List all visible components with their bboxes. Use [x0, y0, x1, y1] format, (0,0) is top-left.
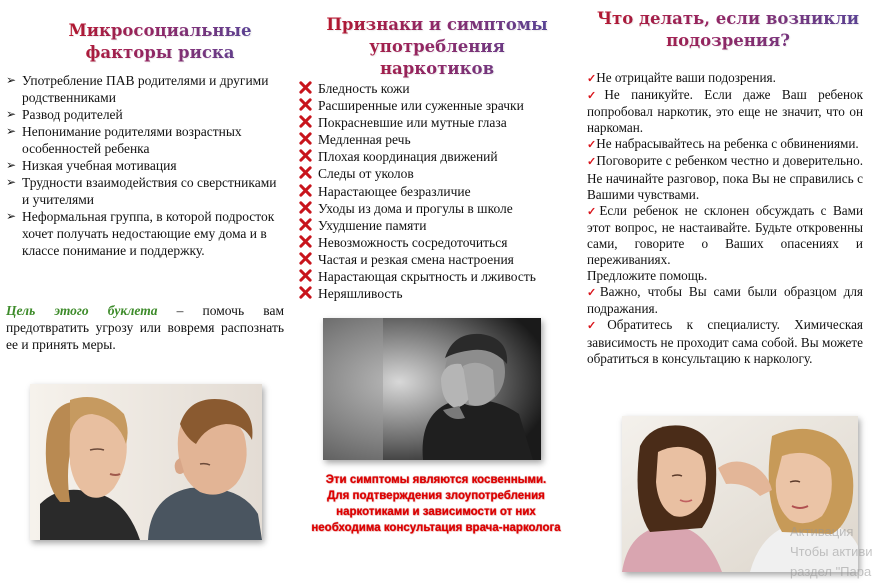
- risk-factor-text: Трудности взаимодействия со сверстниками и учителями: [22, 175, 277, 207]
- advice-item: [587, 136, 863, 153]
- mother-son-illustration: [30, 384, 262, 540]
- booklet-purpose-text: – помочь вам предотвратить угрозу или вовремя распознать ее и принять меры.: [6, 303, 284, 352]
- advice-text: Если ребенок не склонен обсуждать с Вами этот вопрос, не настаивайте. Будьте откровенны сами, говорите о Ваших опасениях и переживаниях.: [587, 202, 864, 268]
- symptom-item: [298, 165, 570, 182]
- symptom-text: Нарастающее безразличие: [318, 183, 471, 199]
- symptoms-list: [298, 80, 570, 302]
- symptom-item: [298, 148, 570, 165]
- symptoms-note-line: необходима консультация врача-нарколога: [311, 522, 561, 534]
- red-cross-icon: [299, 132, 312, 145]
- risk-factor-text: Непонимание родителями возрастных особенностей ребенка: [22, 124, 242, 156]
- symptom-text: Частая и резкая смена настроения: [318, 251, 514, 267]
- symptom-item: [298, 251, 570, 268]
- symptom-text: Ухудшение памяти: [318, 217, 427, 233]
- advice-item: [587, 284, 863, 317]
- advice-text: Не паникуйте. Если даже Ваш ребенок попробовал наркотик, это еще не значит, что он наркоман.: [587, 87, 863, 136]
- red-cross-icon: [299, 184, 312, 197]
- distressed-teen-photo: [323, 318, 541, 460]
- arrow-bullet-icon: ➢: [6, 158, 17, 172]
- advice-item: [587, 87, 863, 136]
- advice-item: [587, 153, 863, 202]
- checkmark-icon: ✓: [587, 320, 608, 333]
- advice-text: Поговорите с ребенком честно и доверительно. Не начинайте разговор, пока Вы не справились с Вашими чувствами.: [587, 153, 864, 202]
- red-cross-icon: [299, 286, 312, 299]
- symptoms-note-line: Для подтверждения злоупотребления: [327, 490, 545, 502]
- risk-factors-heading-line1: Микросоциальные: [68, 21, 252, 40]
- red-cross-icon: [299, 252, 312, 265]
- symptom-item: [298, 97, 570, 114]
- advice-extra: Предложите помощь.: [587, 268, 708, 284]
- red-cross-icon: [299, 149, 312, 162]
- advice-item: [587, 203, 863, 268]
- red-cross-icon: [299, 218, 312, 231]
- risk-factor-text: Развод родителей: [22, 107, 123, 122]
- arrow-bullet-icon: ➢: [6, 124, 17, 138]
- advice-text: Не набрасывайтесь на ребенка с обвинениями.: [596, 136, 859, 152]
- symptom-item: [298, 268, 570, 285]
- what-to-do-heading-line2: подозрения?: [666, 31, 790, 50]
- symptom-text: Покрасневшие или мутные глаза: [318, 115, 507, 131]
- advice-item: [587, 70, 863, 87]
- symptom-text: Неряшливость: [318, 286, 403, 302]
- checkmark-icon: ✓: [587, 156, 597, 169]
- symptoms-note-line: Эти симптомы являются косвенными.: [325, 474, 547, 486]
- red-cross-icon: [299, 201, 312, 214]
- watermark-line: раздел "Пара: [790, 564, 872, 579]
- risk-factor-item: [6, 72, 284, 106]
- symptom-item: [298, 114, 570, 131]
- symptom-item: [298, 285, 570, 302]
- red-cross-icon: [299, 81, 312, 94]
- symptom-text: Невозможность сосредоточиться: [318, 234, 508, 250]
- advice-list: [587, 70, 863, 367]
- red-cross-icon: [299, 269, 312, 282]
- symptom-text: Нарастающая скрытность и лживость: [318, 269, 536, 285]
- red-cross-icon: [299, 235, 312, 248]
- symptoms-note-line: наркотиками и зависимости от них: [336, 506, 536, 518]
- risk-factors-heading-line2: факторы риска: [85, 43, 235, 62]
- mother-son-photo: [30, 384, 262, 540]
- symptoms-heading: [320, 14, 554, 80]
- watermark-line: Активация: [790, 524, 854, 539]
- symptom-text: Бледность кожи: [318, 81, 410, 96]
- red-cross-icon: [299, 166, 312, 179]
- symptom-item: [298, 80, 570, 97]
- symptom-text: Следы от уколов: [318, 166, 414, 182]
- symptom-text: Расширенные или суженные зрачки: [318, 98, 524, 114]
- risk-factor-item: [6, 174, 284, 208]
- symptom-text: Плохая координация движений: [318, 149, 498, 165]
- symptom-item: [298, 131, 570, 148]
- risk-factors-heading: [60, 20, 260, 64]
- booklet-purpose-lead: Цель этого буклета: [6, 303, 158, 318]
- risk-factor-text: Употребление ПАВ родителями и другими родственниками: [22, 73, 269, 105]
- risk-factor-text: Низкая учебная мотивация: [22, 158, 177, 173]
- advice-item: [587, 317, 863, 366]
- checkmark-icon: ✓: [587, 90, 605, 103]
- risk-factors-list: [6, 72, 284, 259]
- advice-text: Не отрицайте ваши подозрения.: [596, 70, 776, 85]
- advice-text: Обратитесь к специалисту. Химическая зависимость не проходит сама собой. Вы можете обратиться в консультацию к наркологу.: [587, 317, 864, 366]
- arrow-bullet-icon: ➢: [6, 209, 17, 223]
- symptom-item: [298, 234, 570, 251]
- symptoms-note: [296, 472, 576, 536]
- checkmark-icon: ✓: [587, 287, 600, 300]
- advice-text: Важно, чтобы Вы сами были образцом для подражания.: [587, 284, 863, 317]
- arrow-bullet-icon: ➢: [6, 175, 17, 189]
- booklet-purpose: [6, 302, 284, 353]
- risk-factor-text: Неформальная группа, в которой подросток хочет получать недостающие ему дома и в классе понимание и поддержку.: [22, 209, 275, 258]
- distressed-teen-illustration: [323, 318, 541, 460]
- arrow-bullet-icon: ➢: [6, 73, 17, 87]
- watermark-line: Чтобы активи: [790, 544, 873, 559]
- symptoms-heading-line2: употребления наркотиков: [369, 37, 505, 78]
- checkmark-icon: ✓: [587, 205, 600, 218]
- risk-factor-item: [6, 106, 284, 123]
- what-to-do-heading: [582, 8, 874, 52]
- risk-factor-item: [6, 208, 284, 259]
- red-cross-icon: [299, 115, 312, 128]
- symptoms-heading-line1: Признаки и симптомы: [326, 15, 548, 34]
- what-to-do-heading-line1: Что делать, если возникли: [596, 9, 860, 28]
- arrow-bullet-icon: ➢: [6, 107, 17, 121]
- checkmark-icon: ✓: [587, 73, 597, 85]
- activation-watermark: [790, 522, 886, 582]
- risk-factor-item: [6, 157, 284, 174]
- symptom-item: [298, 217, 570, 234]
- symptom-item: [298, 183, 570, 200]
- checkmark-icon: ✓: [587, 139, 597, 152]
- symptom-text: Уходы из дома и прогулы в школе: [318, 200, 513, 216]
- symptom-item: [298, 200, 570, 217]
- symptom-text: Медленная речь: [318, 132, 411, 148]
- red-cross-icon: [299, 98, 312, 111]
- risk-factor-item: [6, 123, 284, 157]
